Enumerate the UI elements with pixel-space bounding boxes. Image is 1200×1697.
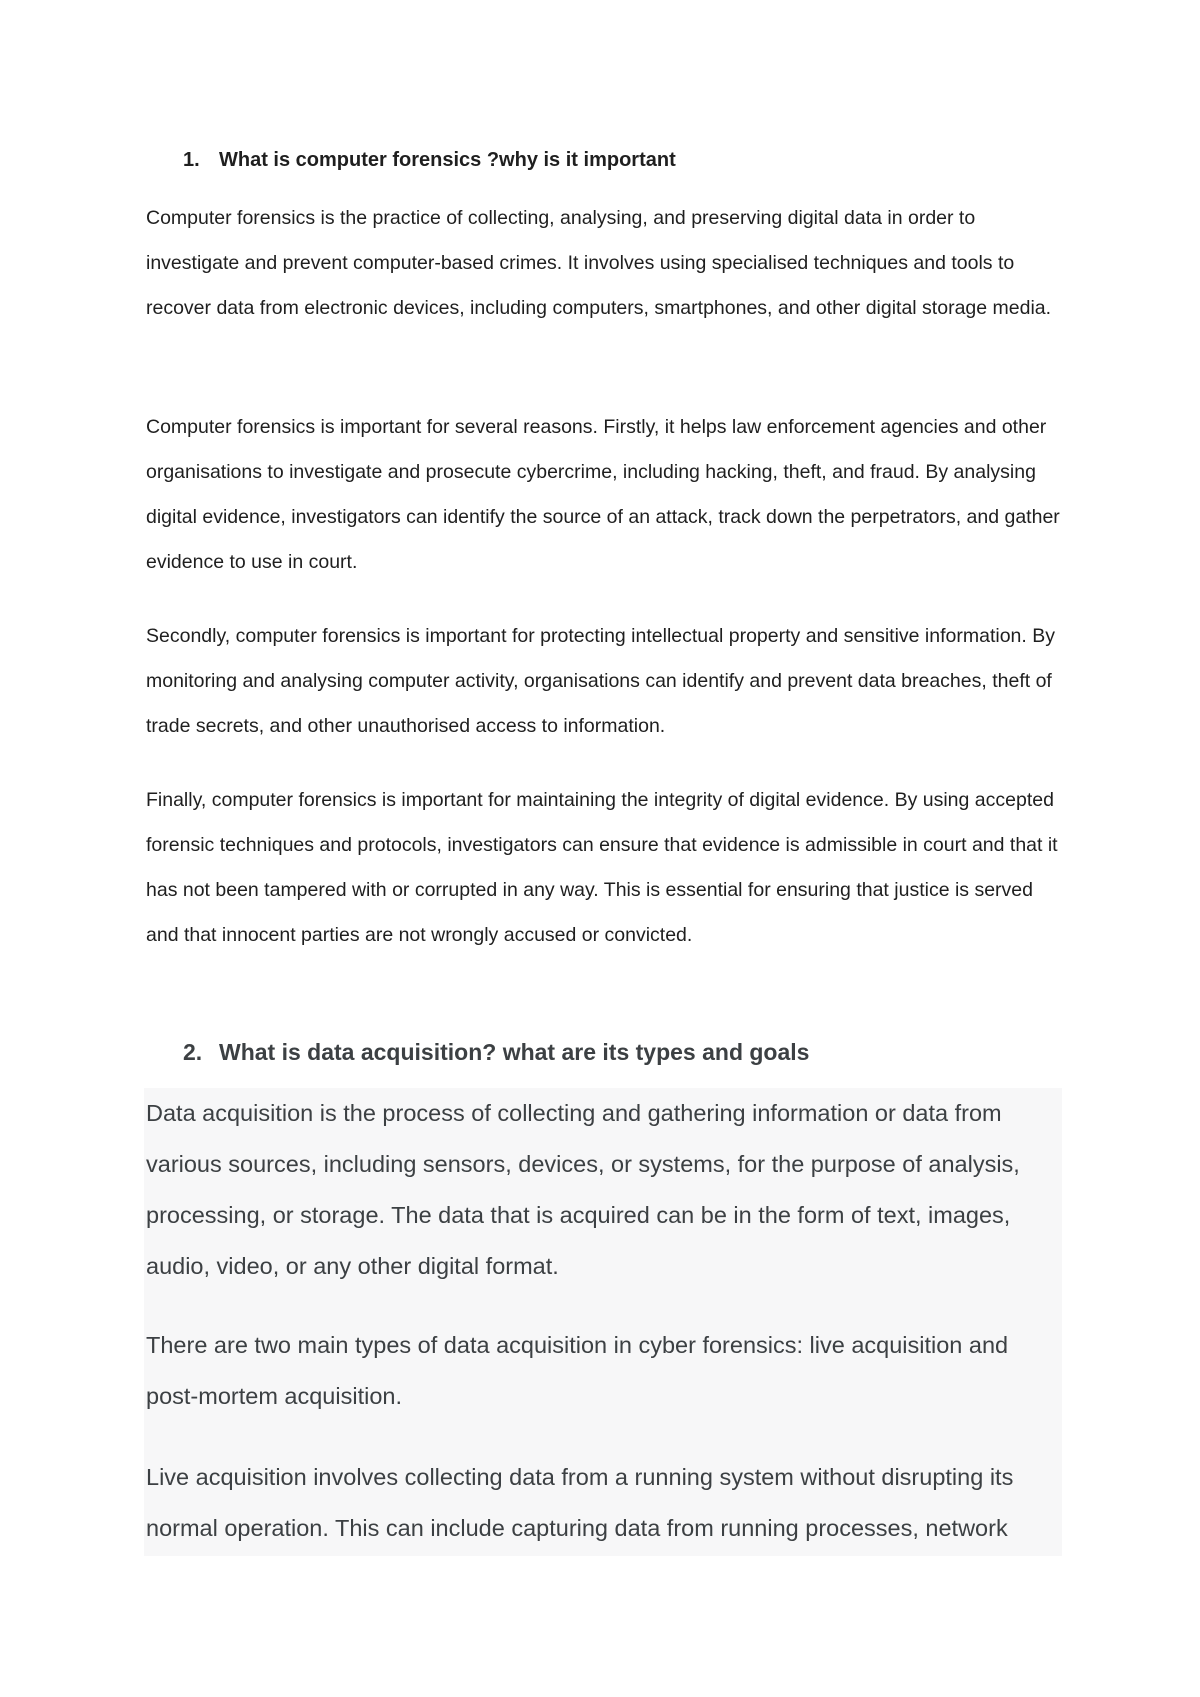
section-2-paragraph-3: Live acquisition involves collecting data from a running system without disrupting its normal operation. This can include capturing data from running processes, network bbox=[146, 1464, 1014, 1541]
section-1-paragraph-3: Secondly, computer forensics is important for protecting intellectual property and sensitive information. By monitoring and analysing computer activity, organisations can identify and prevent data breaches, theft of trade secrets, and other unauthorised access to information. bbox=[146, 625, 1055, 737]
section-1-paragraph-4: Finally, computer forensics is important for maintaining the integrity of digital evidence. By using accepted forensic techniques and protocols, investigators can ensure that evidence is admissible in court and that it has not been tampered with or corrupted in any way. This is essential for ensuring that justice is served and that innocent parties are not wrongly accused or convicted. bbox=[146, 789, 1058, 946]
section-1-title: What is computer forensics ?why is it important bbox=[219, 149, 676, 171]
section-1-heading bbox=[183, 146, 676, 174]
section-2-heading bbox=[183, 1037, 809, 1067]
pasted-answer-block bbox=[144, 1088, 1062, 1556]
section-2-paragraph-1: Data acquisition is the process of collecting and gathering information or data from various sources, including sensors, devices, or systems, for the purpose of analysis, processing, or storage. The data that is acquired can be in the form of text, images, audio, video, or any other digital format. bbox=[146, 1100, 1020, 1279]
section-2-paragraph-2: There are two main types of data acquisition in cyber forensics: live acquisition and post-mortem acquisition. bbox=[146, 1332, 1009, 1409]
section-1-number: 1. bbox=[183, 149, 200, 171]
section-1-paragraph-2: Computer forensics is important for several reasons. Firstly, it helps law enforcement agencies and other organisations to investigate and prosecute cybercrime, including hacking, theft, and fraud. By analysing digital evidence, investigators can identify the source of an attack, track down the perpetrators, and gather evidence to use in court. bbox=[146, 416, 1060, 573]
section-2-number: 2. bbox=[183, 1039, 203, 1065]
section-2-title: What is data acquisition? what are its types and goals bbox=[219, 1039, 810, 1065]
section-1-paragraph-1: Computer forensics is the practice of collecting, analysing, and preserving digital data in order to investigate and prevent computer-based crimes. It involves using specialised techniques and tools to recover data from electronic devices, including computers, smartphones, and other digital storage media. bbox=[146, 207, 1052, 319]
